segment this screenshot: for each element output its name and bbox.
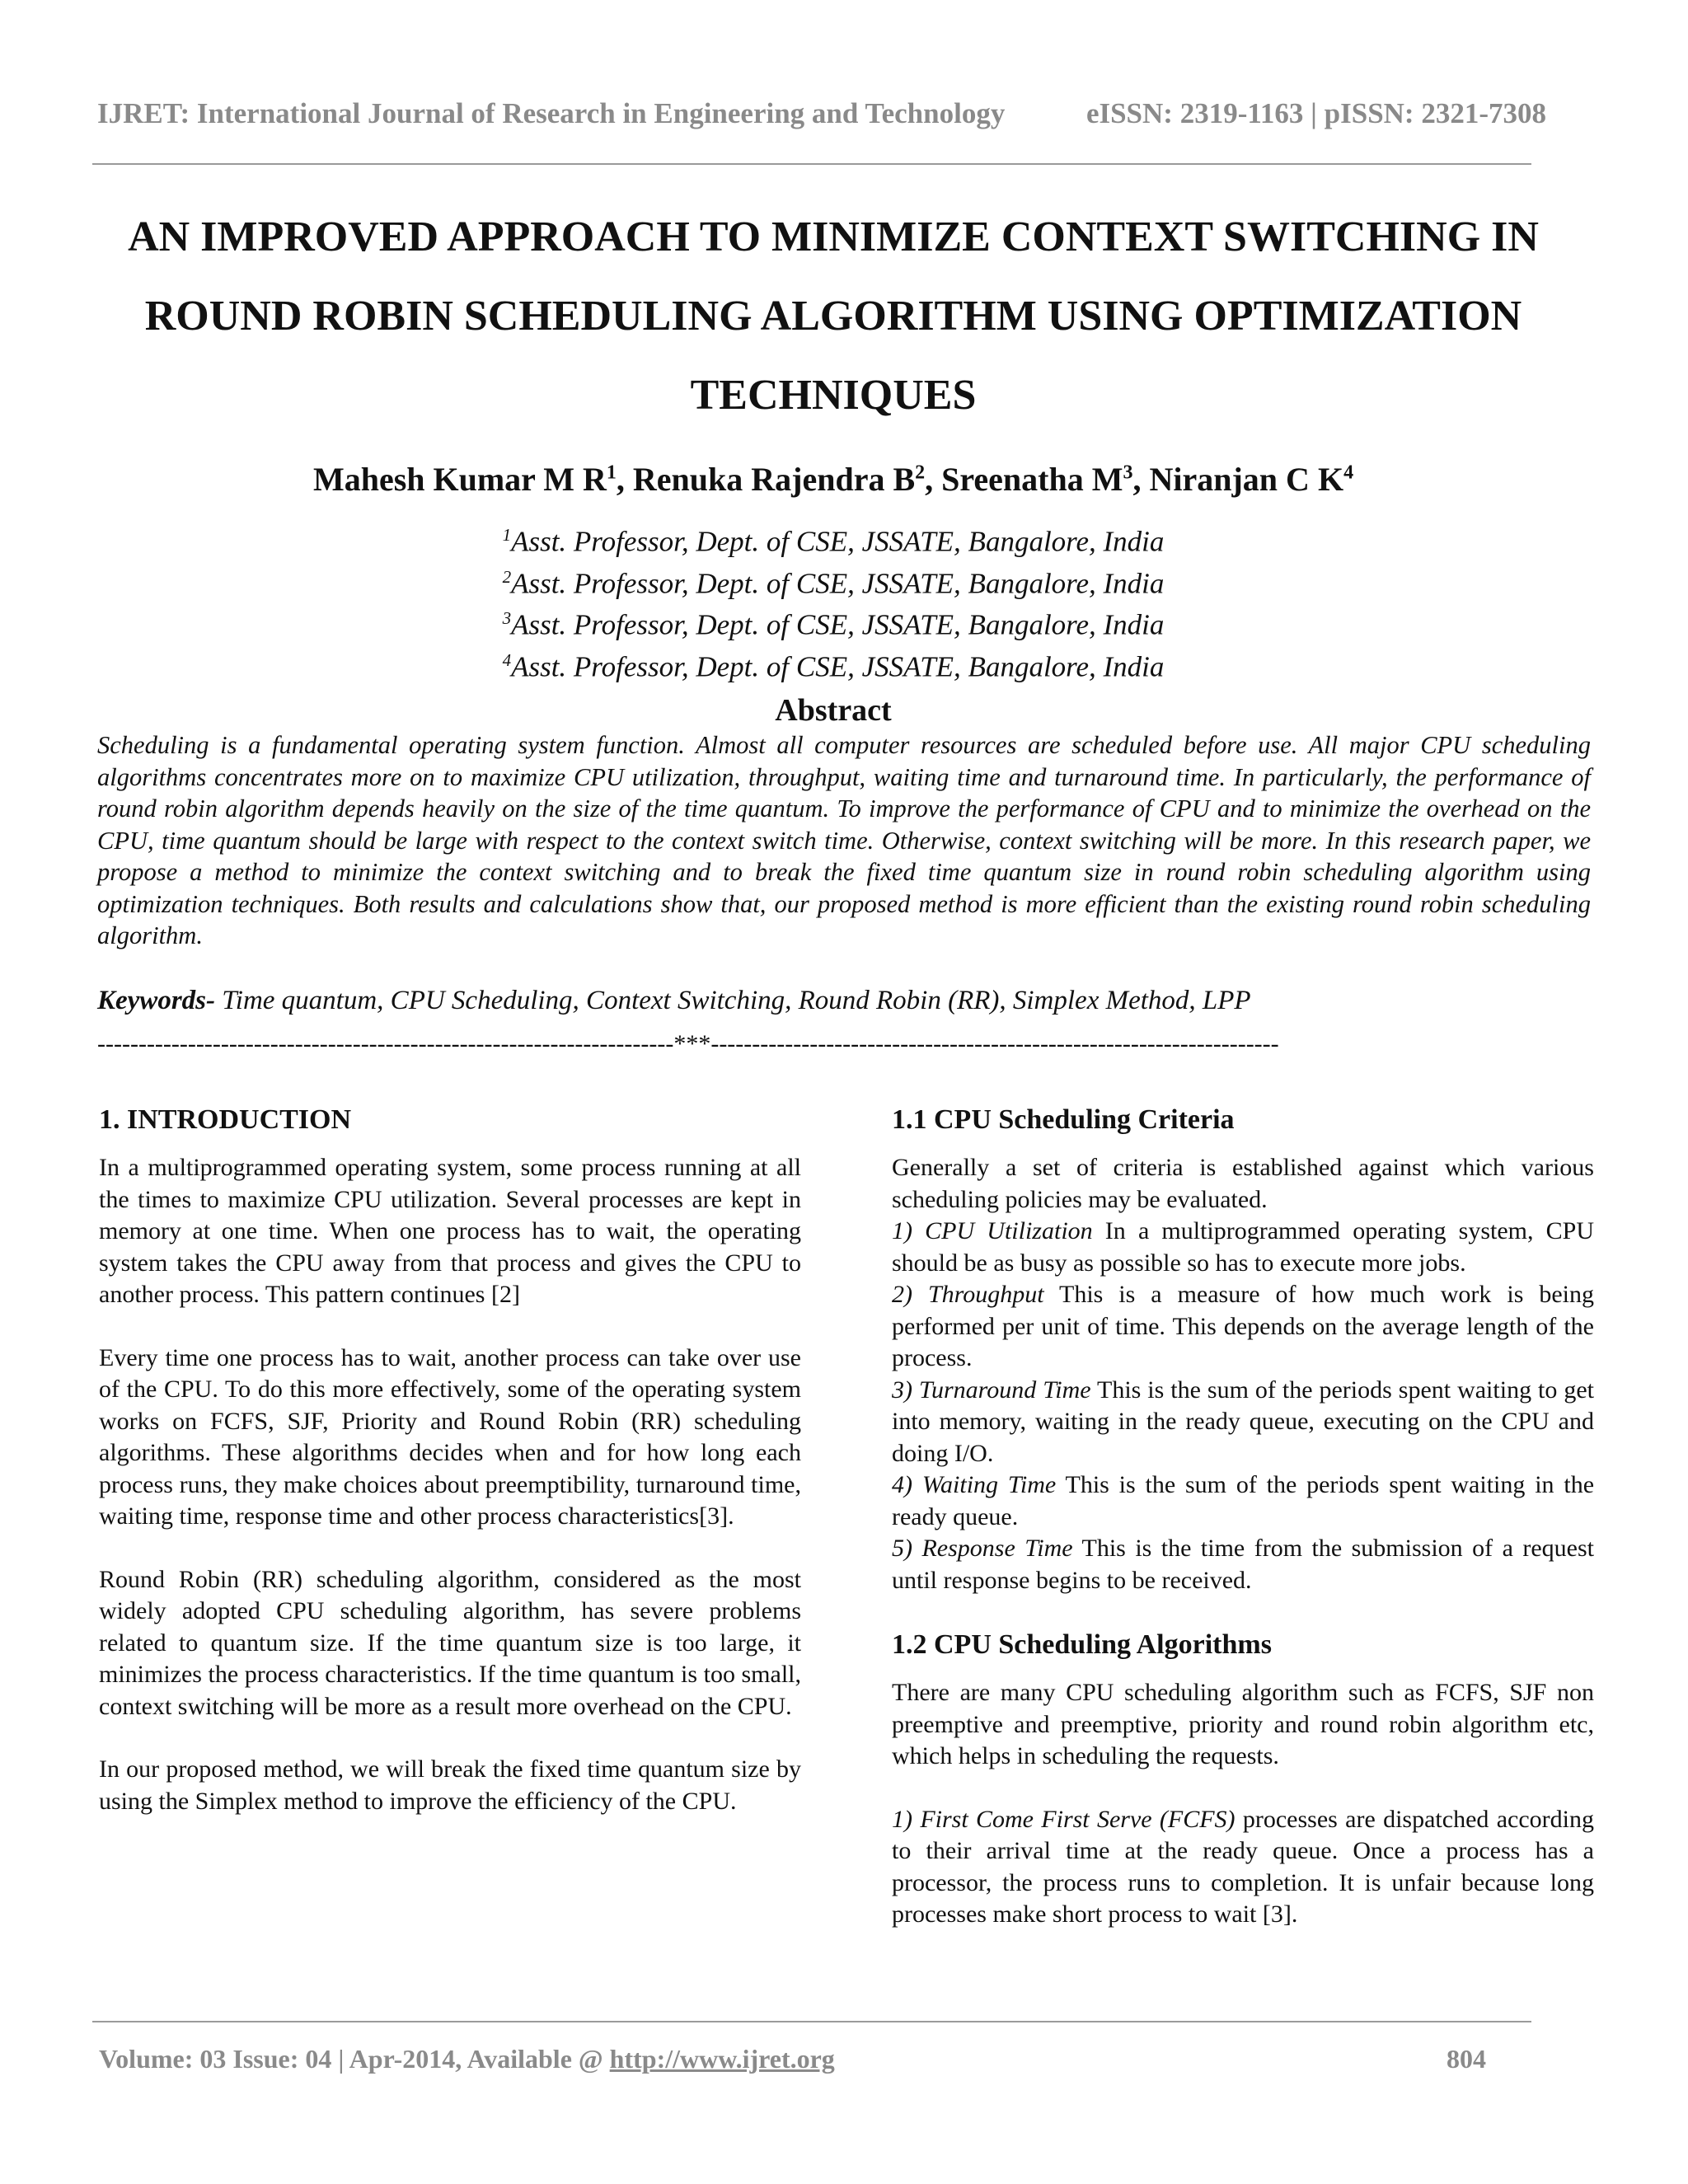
affiliation: $^3$Asst. Professor, Dept. of CSE, JSSATE, Bangalore, India bbox=[502, 608, 1165, 641]
intro-heading: 1. INTRODUCTION bbox=[99, 1104, 352, 1135]
criteria-item: 3) Turnaround Time This is the sum of the periods spent waiting to get into memory, waiting in the ready queue, executing on the CPU and doing I/O. bbox=[892, 1376, 1594, 1467]
criteria-heading: 1.1 CPU Scheduling Criteria bbox=[892, 1104, 1235, 1135]
criteria-item: 5) Response Time This is the time from the submission of a request until response begins to be received. bbox=[892, 1535, 1594, 1594]
right-column bbox=[892, 1103, 1594, 1931]
author-sup: 1 bbox=[606, 462, 617, 484]
header-rule bbox=[92, 163, 1531, 165]
section-divider: ----------------------------------------------------------------------***--------------------------------------------------------------------- bbox=[97, 1030, 1279, 1057]
affiliation: $^2$Asst. Professor, Dept. of CSE, JSSATE, Bangalore, India bbox=[502, 566, 1165, 600]
fcfs-paragraph: 1) First Come First Serve (FCFS) processes are dispatched according to their arrival time at the ready queue. Once a process has a processor, the process runs to completion. It is unfair because long processes make short process to wait [3]. bbox=[892, 1805, 1594, 1928]
paper-title: AN IMPROVED APPROACH TO MINIMIZE CONTEXT SWITCHING IN ROUND ROBIN SCHEDULING ALGORITHM USING OPTIMIZATION TECHNIQUES bbox=[128, 213, 1539, 419]
journal-link[interactable]: http://www.ijret.org bbox=[609, 2044, 835, 2074]
left-column bbox=[99, 1103, 801, 1849]
abstract-body: Scheduling is a fundamental operating system function. Almost all computer resources are scheduled before use. All major CPU scheduling algorithms concentrates more on to maximize CPU utilization, throughput, waiting time and turnaround time. In particularly, the performance of round robin algorithm depends heavily on the size of the time quantum. To improve the performance of CPU and to minimize the overhead on the CPU, time quantum should be large with respect to the context switch time. Otherwise, context switching will be more. In this research paper, we propose a method to minimize the context switching and to break the fixed time quantum size in round robin scheduling algorithm using optimization techniques. Both results and calculations show that, our proposed method is more efficient than the existing round robin scheduling algorithm. bbox=[97, 731, 1591, 949]
affiliation: $^4$Asst. Professor, Dept. of CSE, JSSATE, Bangalore, India bbox=[502, 649, 1165, 683]
intro-paragraph: Round Robin (RR) scheduling algorithm, considered as the most widely adopted CPU scheduling algorithm, has severe problems related to quantum size. If the time quantum size is too large, it minimizes the process characteristics. If the time quantum is too small, context switching will be more as a result more overhead on the CPU. bbox=[99, 1565, 801, 1720]
criteria-item: 1) CPU Utilization In a multiprogrammed operating system, CPU should be as busy as possible so has to execute more jobs. bbox=[892, 1217, 1594, 1277]
footer-rule bbox=[92, 2021, 1531, 2022]
author-sup: 3 bbox=[1123, 462, 1133, 484]
author-name: Sreenatha M bbox=[941, 461, 1123, 498]
issn-header: eISSN: 2319-1163 | pISSN: 2321-7308 bbox=[1085, 97, 1546, 129]
author-sup: 2 bbox=[915, 462, 926, 484]
algorithms-intro: There are many CPU scheduling algorithm such as FCFS, SJF non preemptive and preemptive, priority and round robin algorithm etc, which helps in scheduling the requests. bbox=[892, 1679, 1594, 1769]
footer-volume: Volume: 03 Issue: 04 | Apr-2014, Available @ http://www.ijret.org bbox=[99, 2044, 835, 2074]
author-sup: 4 bbox=[1343, 462, 1354, 484]
intro-paragraph: Every time one process has to wait, another process can take over use of the CPU. To do this more effectively, some of the operating system works on FCFS, SJF, Priority and Round Robin (RR) scheduling algorithms. These algorithms decides when and for how long each process runs, they make choices about preemptibility, turnaround time, waiting time, response time and other process characteristics[3]. bbox=[99, 1343, 801, 1530]
keywords-text: Time quantum, CPU Scheduling, Context Switching, Round Robin (RR), Simplex Method, LPP bbox=[215, 986, 1251, 1015]
author-name: Mahesh Kumar M R bbox=[312, 461, 607, 498]
abstract-heading: Abstract bbox=[775, 693, 892, 728]
criteria-item: 4) Waiting Time This is the sum of the periods spent waiting in the ready queue. bbox=[892, 1471, 1595, 1530]
author-name: Niranjan C K bbox=[1149, 461, 1344, 498]
criteria-intro: Generally a set of criteria is established against which various scheduling policies may be evaluated. bbox=[892, 1154, 1594, 1213]
page-number: 804 bbox=[1447, 2044, 1486, 2074]
intro-paragraph: In our proposed method, we will break the fixed time quantum size by using the Simplex method to improve the efficiency of the CPU. bbox=[99, 1755, 801, 1815]
keywords-label: Keywords- bbox=[97, 986, 215, 1015]
author-list: Mahesh Kumar M $R^1$, Renuka Rajendra $B^2$, Sreenatha $M^3$, Niranjan C $K^4$ bbox=[312, 461, 1354, 498]
algorithms-heading: 1.2 CPU Scheduling Algorithms bbox=[892, 1629, 1272, 1660]
affiliation: $^1$Asst. Professor, Dept. of CSE, JSSATE, Bangalore, India bbox=[502, 525, 1165, 558]
intro-paragraph: In a multiprogrammed operating system, some process running at all the times to maximize CPU utilization. Several processes are kept in memory at one time. When one process has to wait, the operating system takes the CPU away from that process and gives the CPU to another process. This pattern continues [2] bbox=[99, 1154, 801, 1308]
author-name: Renuka Rajendra B bbox=[632, 461, 916, 498]
keywords bbox=[97, 986, 1591, 1016]
criteria-item: 2) Throughput This is a measure of how much work is being performed per unit of time. This depends on the average length of the process. bbox=[892, 1281, 1595, 1371]
journal-header: IJRET: International Journal of Research in Engineering and Technology bbox=[97, 97, 1006, 129]
affiliation-list bbox=[97, 518, 1569, 685]
